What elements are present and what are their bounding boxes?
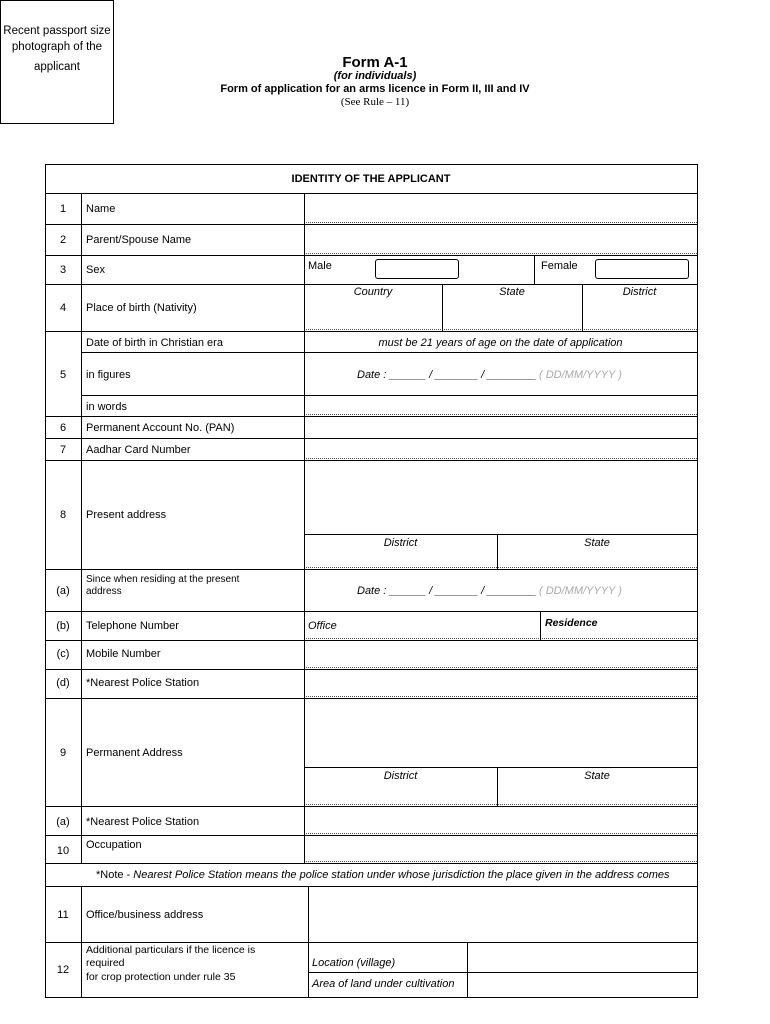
row-number: 9: [59, 747, 67, 759]
note-prefix: *Note -: [96, 869, 134, 881]
row-number: 2: [59, 234, 67, 246]
present-address-field[interactable]: [305, 461, 696, 533]
crop-protection-label-3: for crop protection under rule 35: [86, 971, 236, 983]
place-of-birth-label: Place of birth (Nativity): [86, 302, 197, 314]
in-words-label: in words: [86, 401, 127, 413]
residing-date-field[interactable]: Date : ______ / _______ / ________: [357, 585, 537, 597]
row-number: 10: [56, 845, 70, 857]
land-area-field[interactable]: [468, 973, 696, 996]
photo-box-line2: photograph of the: [11, 41, 103, 53]
residing-since-label-2: address: [86, 586, 122, 597]
present-state-label: State: [584, 537, 610, 549]
nearest-police-station-label: *Nearest Police Station: [86, 677, 200, 689]
occupation-field[interactable]: [305, 836, 696, 861]
permanent-address-field[interactable]: [305, 699, 696, 766]
row-number: 8: [59, 509, 67, 521]
aadhar-label: Aadhar Card Number: [86, 444, 191, 456]
police-station-note: [96, 869, 670, 882]
crop-protection-label-2: required: [86, 957, 125, 969]
district-label: District: [622, 286, 657, 298]
permanent-address-label: Permanent Address: [86, 747, 183, 759]
telephone-label: Telephone Number: [86, 620, 179, 632]
permanent-district-label: District: [383, 770, 418, 782]
nearest-police-station-field[interactable]: [305, 670, 696, 696]
permanent-state-label: State: [584, 770, 610, 782]
age-requirement-note: must be 21 years of age on the date of application: [378, 337, 623, 349]
form-rule: (See Rule – 11): [340, 96, 410, 108]
form-description: Form of application for an arms licence in Form II, III and IV: [220, 83, 530, 95]
permanent-police-station-field[interactable]: [305, 807, 696, 833]
row-number: 6: [59, 422, 67, 434]
row-number: (a): [56, 816, 70, 828]
row-number: 7: [59, 444, 67, 456]
row-number: 1: [59, 203, 67, 215]
name-field[interactable]: [305, 194, 696, 222]
form-subtitle: (for individuals): [333, 70, 417, 82]
form-title: Form A-1: [342, 54, 408, 71]
female-checkbox[interactable]: [595, 259, 689, 279]
pan-field[interactable]: [305, 417, 696, 437]
row-number: (a): [56, 585, 70, 597]
residence-phone-label: Residence: [545, 617, 598, 629]
office-address-field[interactable]: [309, 887, 696, 941]
parent-spouse-field[interactable]: [305, 225, 696, 253]
sex-label: Sex: [86, 264, 105, 276]
residing-since-label: Since when residing at the present: [86, 574, 240, 585]
male-label: Male: [308, 260, 332, 272]
office-phone-label: Office: [308, 620, 337, 632]
row-number: (b): [56, 620, 70, 632]
aadhar-field[interactable]: [305, 439, 696, 459]
location-village-field[interactable]: [468, 943, 696, 971]
location-village-label: Location (village): [312, 957, 396, 969]
note-text: Nearest Police Station means the police station under whose jurisdiction the place given in the address comes: [133, 869, 670, 881]
in-figures-label: in figures: [86, 369, 131, 381]
male-checkbox[interactable]: [375, 259, 459, 279]
pan-label: Permanent Account No. (PAN): [86, 422, 235, 434]
present-address-label: Present address: [86, 509, 167, 521]
office-address-label: Office/business address: [86, 909, 204, 921]
row-number: 3: [59, 264, 67, 276]
crop-protection-label: Additional particulars if the licence is: [86, 944, 256, 956]
photo-box[interactable]: [0, 0, 114, 124]
name-label: Name: [86, 203, 116, 215]
dob-date-format: ( DD/MM/YYYY ): [539, 369, 622, 381]
country-label: Country: [353, 286, 393, 298]
row-number: 4: [59, 302, 67, 314]
land-area-label: Area of land under cultivation: [312, 978, 455, 990]
parent-spouse-label: Parent/Spouse Name: [86, 234, 192, 246]
female-label: Female: [541, 260, 578, 272]
mobile-label: Mobile Number: [86, 648, 161, 660]
state-label: State: [499, 286, 525, 298]
row-number: (d): [56, 677, 70, 689]
row-number: 12: [56, 964, 70, 976]
row-number: 5: [59, 369, 67, 381]
permanent-police-station-label: *Nearest Police Station: [86, 816, 200, 828]
section-title: IDENTITY OF THE APPLICANT: [291, 173, 451, 185]
row-number: (c): [56, 648, 70, 660]
dob-label: Date of birth in Christian era: [86, 337, 223, 349]
photo-box-line1: Recent passport size: [3, 25, 111, 37]
dob-date-field[interactable]: Date : ______ / _______ / ________: [357, 369, 537, 381]
row-number: 11: [57, 909, 69, 921]
mobile-field[interactable]: [305, 641, 696, 667]
present-district-label: District: [383, 537, 418, 549]
residing-date-format: ( DD/MM/YYYY ): [539, 585, 622, 597]
photo-box-line3: applicant: [33, 61, 81, 73]
occupation-label: Occupation: [86, 839, 142, 851]
